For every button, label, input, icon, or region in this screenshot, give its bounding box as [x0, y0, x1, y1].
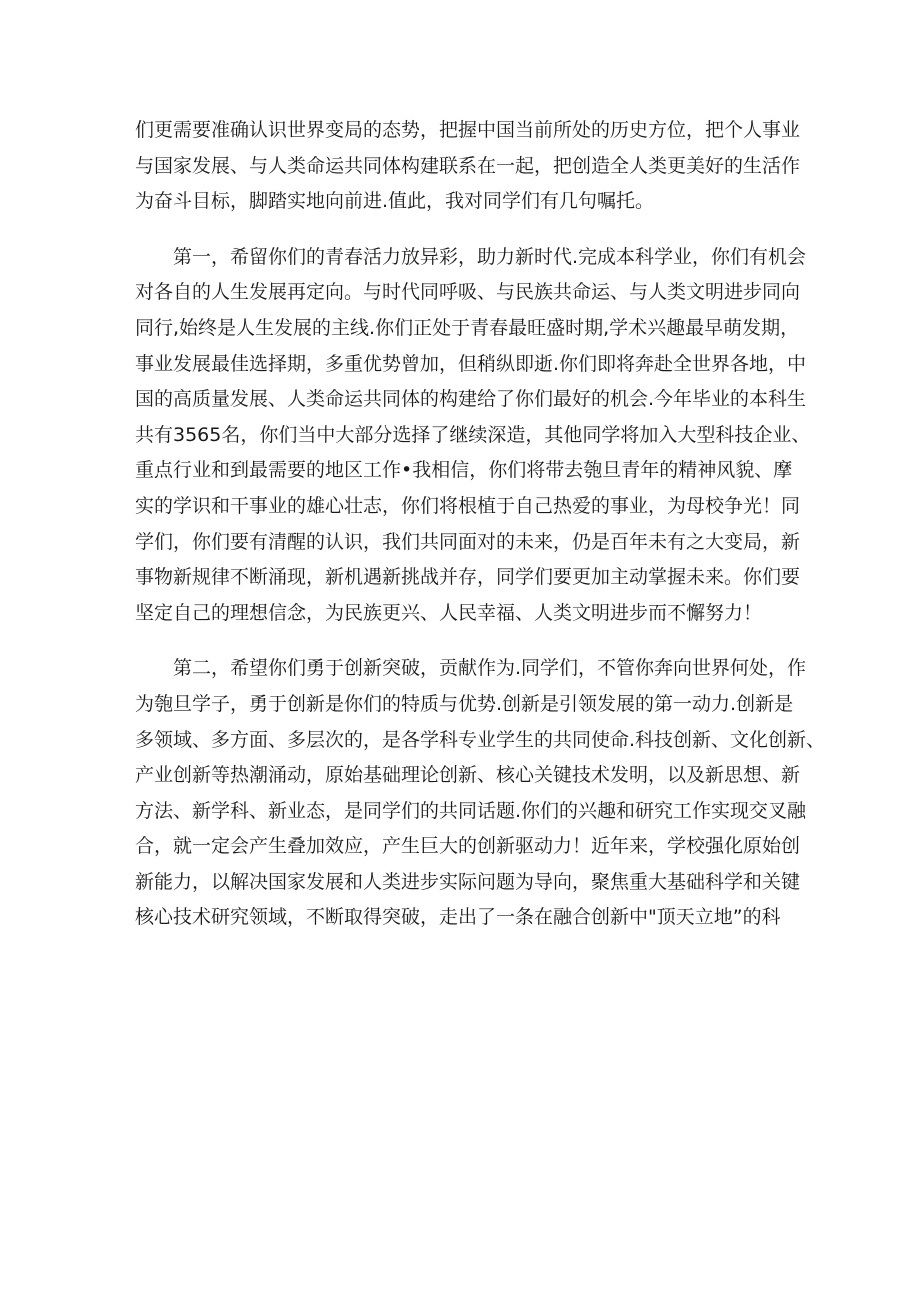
- text-line: 多领域、多方面、多层次的，是各学科专业学生的共同使命.科技创新、文化创新、: [135, 728, 826, 751]
- text-line: 合，就一定会产生叠加效应，产生巨大的创新驱动力！近年来，学校强化原始创: [135, 835, 801, 858]
- paragraph-spacer: [135, 631, 785, 651]
- text-line: 对各自的人生发展再定向。与时代同呼吸、与民族共命运、与人类文明进步同向: [135, 281, 801, 304]
- text-line: 共有3565名，你们当中大部分选择了继续深造，其他同学将加入大型科技企业、: [135, 423, 811, 446]
- text-line: 重点行业和到最需要的地区工作•我相信，你们将带去匏旦青年的精神风貌、摩: [135, 459, 793, 482]
- text-line: 为匏旦学子，勇于创新是你们的特质与优势.创新是引领发展的第一动力.创新是: [135, 692, 794, 715]
- text-line: 方法、新学科、新业态，是同学们的共同话题.你们的兴趣和研究工作实现交叉融: [135, 799, 807, 822]
- text-line: 核心技术研究领域，不断取得突破，走出了一条在融合创新中"顶天立地”的科: [135, 906, 781, 929]
- text-line: 新能力，以解决国家发展和人类进步实际问题为导向，聚焦重大基础科学和关键: [135, 870, 801, 893]
- paragraph-2: [135, 240, 811, 632]
- text-line: 与国家发展、与人类命运共同体构建联系在一起，把创造全人类更美好的生活作: [135, 154, 801, 177]
- text-line: 坚定自己的理想信念，为民族更兴、人民幸福、人类文明进步而不懈努力！: [135, 601, 763, 624]
- text-line: 国的高质量发展、人类命运共同体的构建给了你们最好的机会.今年毕业的本科生: [135, 388, 807, 411]
- text-line: 为奋斗目标，脚踏实地向前进.值此，我对同学们有几句嘱托。: [135, 190, 655, 213]
- text-line: 产业创新等热潮涌动，原始基础理论创新、核心关键技术发明，以及新思想、新: [135, 764, 801, 787]
- paragraph-3: [135, 651, 826, 936]
- text-line: 同行,始终是人生发展的主线.你们正处于青春最旺盛时期,学术兴趣最早萌发期，: [135, 316, 800, 339]
- paragraph-spacer: [135, 220, 785, 240]
- paragraph-1: [135, 113, 801, 220]
- text-line: 事业发展最佳选择期，多重优势曾加，但稍纵即逝.你们即将奔赴全世界各地，中: [135, 352, 807, 375]
- text-line: 学们，你们要有清醒的认识，我们共同面对的未来，仍是百年未有之大变局，新: [135, 530, 801, 553]
- text-line: 第二，希望你们勇于创新突破，贡献作为.同学们，不管你奔向世界何处，作: [135, 657, 807, 680]
- document-body: [135, 113, 826, 936]
- text-line: 实的学识和干事业的雄心壮志，你们将根植于自己热爱的事业，为母校争光！同: [135, 494, 801, 517]
- text-line: 们更需要准确认识世界变局的态势，把握中国当前所处的历史方位，把个人事业: [135, 119, 801, 141]
- text-line: 第一，希留你们的青春活力放异彩，助力新时代.完成本科学业，你们有机会: [135, 245, 807, 268]
- text-line: 事物新规律不断涌现，新机遇新挑战并存，同学们要更加主动掌握未来。你们要: [135, 566, 801, 589]
